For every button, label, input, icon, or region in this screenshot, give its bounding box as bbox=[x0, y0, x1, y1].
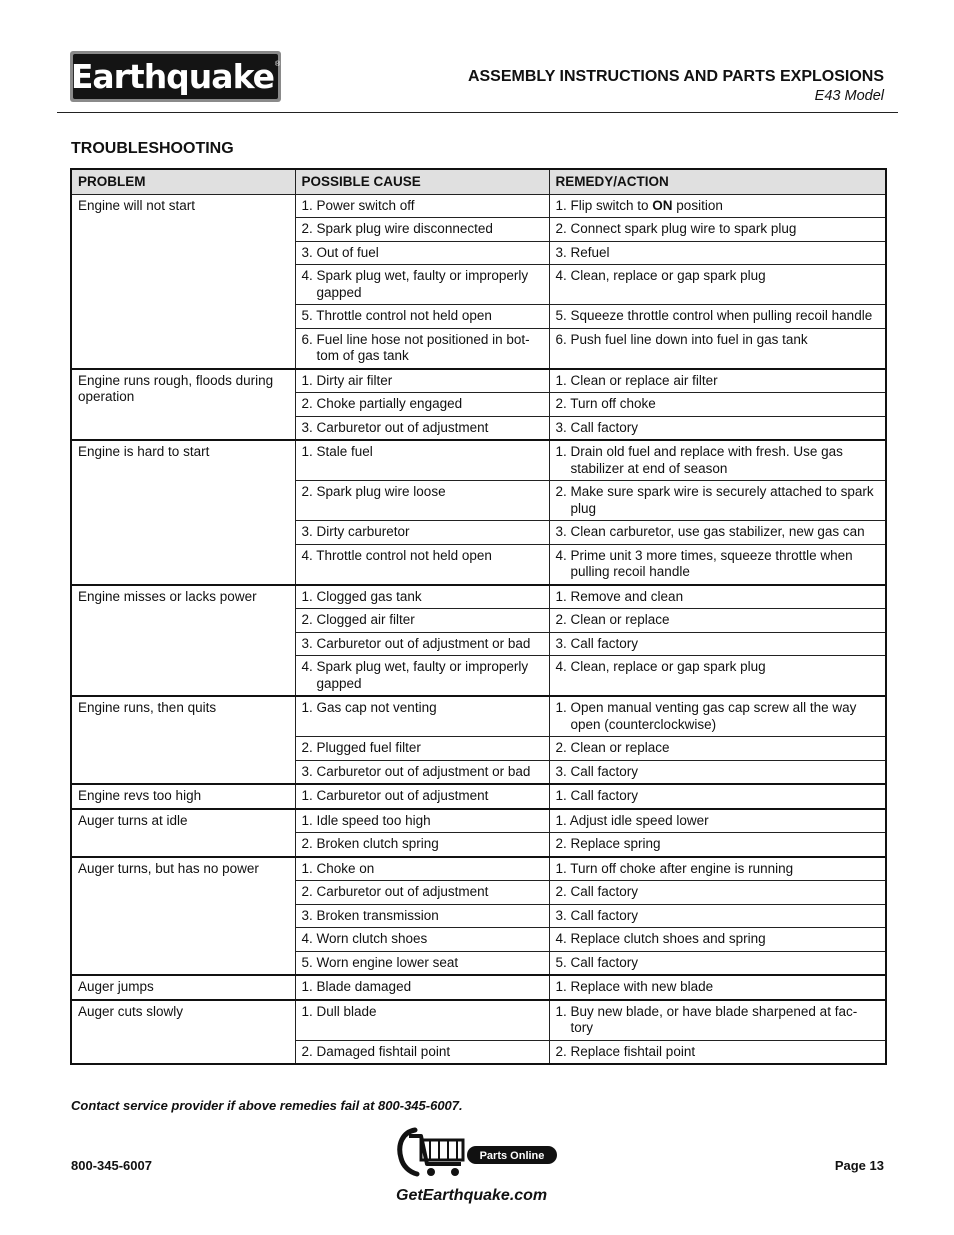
footer-phone: 800-345-6007 bbox=[71, 1158, 152, 1173]
cause-text: 2. Plugged fuel filter bbox=[301, 740, 421, 755]
remedy-text bbox=[556, 740, 880, 757]
header-divider bbox=[57, 112, 898, 113]
remedy-cell bbox=[549, 369, 886, 393]
cause-cell bbox=[295, 784, 549, 809]
table-body bbox=[71, 194, 886, 1064]
remedy-tail: position bbox=[672, 197, 723, 213]
cause-text: 1. Idle speed too high bbox=[301, 812, 431, 828]
table-row bbox=[71, 194, 886, 218]
remedy-cell bbox=[549, 521, 886, 545]
remedy-cell bbox=[549, 585, 886, 609]
table-row bbox=[71, 1000, 886, 1041]
remedy-main: 5. Squeeze throttle control when pulling recoil handle bbox=[555, 308, 873, 323]
remedy-cell bbox=[549, 833, 886, 857]
cause-cell bbox=[295, 194, 549, 218]
remedy-text bbox=[556, 884, 880, 901]
cause-text: 2. Clogged air filter bbox=[301, 612, 415, 627]
remedy-text bbox=[556, 764, 880, 781]
remedy-main: 2. Clean or replace bbox=[555, 612, 670, 627]
remedy-cell bbox=[549, 481, 886, 521]
cause-text: 2. Spark plug wire loose bbox=[301, 484, 446, 499]
cause-cell bbox=[295, 928, 549, 952]
remedy-main: 2. Make sure spark wire is securely attached to spark plug bbox=[555, 484, 874, 516]
remedy-main: 1. Clean or replace air filter bbox=[555, 372, 718, 388]
remedy-cell bbox=[549, 737, 886, 761]
remedy-cell bbox=[549, 241, 886, 265]
cause-text: 2. Carburetor out of adjustment bbox=[301, 884, 489, 899]
remedy-main: 2. Call factory bbox=[555, 884, 639, 899]
cause-text: 1. Clogged gas tank bbox=[301, 588, 422, 604]
remedy-text bbox=[556, 836, 880, 853]
remedy-main: 4. Clean, replace or gap spark plug bbox=[555, 268, 766, 283]
cause-cell bbox=[295, 440, 549, 481]
cause-cell bbox=[295, 585, 549, 609]
remedy-cell bbox=[549, 218, 886, 242]
cause-cell bbox=[295, 328, 549, 369]
cause-text: 3. Carburetor out of adjustment or bad bbox=[301, 635, 531, 651]
remedy-main: 1. Open manual venting gas cap screw all the way open (counterclockwise) bbox=[555, 700, 857, 732]
problem-cell: Engine will not start bbox=[71, 194, 295, 369]
cause-cell bbox=[295, 656, 549, 697]
remedy-text bbox=[556, 813, 880, 830]
remedy-text bbox=[556, 268, 880, 285]
remedy-cell bbox=[549, 305, 886, 329]
shopping-cart-icon bbox=[395, 1124, 565, 1180]
cause-cell bbox=[295, 1000, 549, 1041]
remedy-main: 3. Clean carburetor, use gas stabilizer, new gas can bbox=[555, 524, 865, 539]
remedy-text bbox=[556, 788, 880, 805]
problem-cell: Auger cuts slowly bbox=[71, 1000, 295, 1065]
remedy-cell bbox=[549, 265, 886, 305]
remedy-main: 1. Flip switch to bbox=[555, 197, 649, 213]
remedy-cell bbox=[549, 656, 886, 697]
remedy-main: 4. Prime unit 3 more times, squeeze throttle when pulling recoil handle bbox=[555, 547, 853, 579]
logo-wordmark: Earthquake bbox=[70, 57, 275, 96]
cause-text: 2. Broken clutch spring bbox=[301, 836, 439, 851]
cause-cell bbox=[295, 416, 549, 440]
remedy-cell bbox=[549, 194, 886, 218]
remedy-cell bbox=[549, 1040, 886, 1064]
troubleshooting-table bbox=[70, 168, 887, 1065]
cause-text: 3. Carburetor out of adjustment or bad bbox=[301, 763, 531, 779]
remedy-text bbox=[556, 612, 880, 629]
section-title: TROUBLESHOOTING bbox=[71, 140, 234, 157]
cause-text: 3. Out of fuel bbox=[301, 244, 379, 260]
problem-cell: Auger turns at idle bbox=[71, 809, 295, 857]
remedy-text bbox=[556, 979, 880, 996]
document-title: ASSEMBLY INSTRUCTIONS AND PARTS EXPLOSIONS bbox=[467, 68, 884, 85]
cause-cell bbox=[295, 696, 549, 737]
cause-cell bbox=[295, 809, 549, 833]
problem-cell: Engine revs too high bbox=[71, 784, 295, 809]
problem-cell: Engine is hard to start bbox=[71, 440, 295, 585]
remedy-cell bbox=[549, 544, 886, 585]
earthquake-logo bbox=[70, 51, 281, 102]
remedy-cell bbox=[549, 632, 886, 656]
remedy-cell bbox=[549, 416, 886, 440]
remedy-cell bbox=[549, 784, 886, 809]
problem-cell: Engine misses or lacks power bbox=[71, 585, 295, 697]
remedy-text bbox=[556, 524, 880, 541]
remedy-cell bbox=[549, 1000, 886, 1041]
cause-text: 3. Carburetor out of adjustment bbox=[301, 419, 489, 435]
contact-note: Contact service provider if above remedies fail at 800-345-6007. bbox=[71, 1098, 463, 1113]
remedy-main: 2. Replace spring bbox=[555, 836, 661, 851]
remedy-main: 2. Clean or replace bbox=[555, 740, 670, 755]
cause-cell bbox=[295, 857, 549, 881]
remedy-main: 1. Buy new blade, or have blade sharpened at fac-tory bbox=[555, 1003, 858, 1035]
cause-text: 3. Dirty carburetor bbox=[301, 524, 410, 539]
table-row bbox=[71, 784, 886, 809]
cause-cell bbox=[295, 881, 549, 905]
remedy-main: 4. Replace clutch shoes and spring bbox=[555, 931, 766, 946]
cause-text: 1. Dull blade bbox=[301, 1003, 377, 1019]
remedy-main: 1. Adjust idle speed lower bbox=[555, 812, 709, 828]
website-url[interactable]: GetEarthquake.com bbox=[396, 1187, 548, 1204]
cause-text: 4. Worn clutch shoes bbox=[301, 931, 428, 946]
remedy-text bbox=[556, 444, 880, 477]
header-possible-cause: POSSIBLE CAUSE bbox=[295, 169, 549, 194]
remedy-text bbox=[556, 700, 880, 733]
remedy-text bbox=[556, 931, 880, 948]
cause-cell bbox=[295, 737, 549, 761]
remedy-main: 6. Push fuel line down into fuel in gas tank bbox=[555, 331, 808, 347]
remedy-text bbox=[556, 484, 880, 517]
cause-cell bbox=[295, 305, 549, 329]
table-row bbox=[71, 975, 886, 1000]
remedy-cell bbox=[549, 904, 886, 928]
cause-cell bbox=[295, 609, 549, 633]
remedy-text bbox=[556, 908, 880, 925]
remedy-cell bbox=[549, 857, 886, 881]
cause-text: 1. Stale fuel bbox=[301, 444, 373, 459]
cause-cell bbox=[295, 632, 549, 656]
remedy-text bbox=[556, 1004, 880, 1037]
page-number: Page 13 bbox=[834, 1158, 884, 1173]
remedy-cell bbox=[549, 696, 886, 737]
remedy-main: 2. Turn off choke bbox=[555, 396, 656, 411]
remedy-text bbox=[556, 420, 880, 437]
remedy-main: 3. Call factory bbox=[555, 419, 639, 435]
remedy-text bbox=[556, 221, 880, 238]
remedy-text bbox=[556, 198, 880, 215]
remedy-text bbox=[556, 332, 880, 349]
remedy-main: 2. Connect spark plug wire to spark plug bbox=[555, 221, 797, 236]
remedy-cell bbox=[549, 609, 886, 633]
remedy-emphasis: ON bbox=[652, 197, 673, 213]
remedy-cell bbox=[549, 975, 886, 1000]
cause-text: 3. Broken transmission bbox=[301, 907, 439, 923]
remedy-main: 5. Call factory bbox=[555, 954, 639, 970]
remedy-main: 3. Call factory bbox=[555, 907, 639, 923]
table-row bbox=[71, 440, 886, 481]
table-header-row bbox=[71, 169, 886, 194]
remedy-text bbox=[556, 589, 880, 606]
remedy-main: 1. Remove and clean bbox=[555, 588, 684, 604]
remedy-text bbox=[556, 659, 880, 676]
header-problem: PROBLEM bbox=[71, 169, 295, 194]
header-remedy-action: REMEDY/ACTION bbox=[549, 169, 886, 194]
cause-cell bbox=[295, 481, 549, 521]
cause-cell bbox=[295, 241, 549, 265]
problem-cell: Engine runs rough, floods during operation bbox=[71, 369, 295, 441]
problem-cell: Auger turns, but has no power bbox=[71, 857, 295, 976]
cause-cell bbox=[295, 369, 549, 393]
remedy-cell bbox=[549, 809, 886, 833]
registered-mark: ® bbox=[275, 61, 281, 68]
remedy-main: 3. Call factory bbox=[555, 763, 639, 779]
remedy-text bbox=[556, 955, 880, 972]
cause-text: 4. Throttle control not held open bbox=[301, 547, 492, 563]
cause-text: 4. Spark plug wet, faulty or improperly gapped bbox=[301, 659, 529, 691]
parts-online-badge: Parts Online bbox=[479, 1150, 545, 1162]
table-row bbox=[71, 857, 886, 881]
remedy-cell bbox=[549, 393, 886, 417]
remedy-cell bbox=[549, 328, 886, 369]
remedy-cell bbox=[549, 440, 886, 481]
remedy-main: 3. Call factory bbox=[555, 635, 639, 651]
remedy-main: 3. Refuel bbox=[555, 244, 610, 260]
cause-text: 1. Choke on bbox=[301, 860, 375, 876]
cause-text: 1. Power switch off bbox=[301, 197, 415, 213]
remedy-text bbox=[556, 245, 880, 262]
cause-cell bbox=[295, 218, 549, 242]
cause-text: 1. Blade damaged bbox=[301, 979, 412, 994]
cause-text: 5. Worn engine lower seat bbox=[301, 954, 459, 970]
remedy-cell bbox=[549, 760, 886, 784]
table-row bbox=[71, 585, 886, 609]
problem-cell: Auger jumps bbox=[71, 975, 295, 1000]
cause-cell bbox=[295, 904, 549, 928]
cause-text: 1. Gas cap not venting bbox=[301, 700, 437, 715]
remedy-cell bbox=[549, 951, 886, 975]
cause-text: 1. Dirty air filter bbox=[301, 372, 393, 388]
cause-cell bbox=[295, 521, 549, 545]
remedy-main: 1. Drain old fuel and replace with fresh. Use gas stabilizer at end of season bbox=[555, 444, 843, 476]
table-row bbox=[71, 809, 886, 833]
problem-cell: Engine runs, then quits bbox=[71, 696, 295, 784]
cause-text: 6. Fuel line hose not positioned in bot-tom of gas tank bbox=[301, 331, 530, 363]
cause-cell bbox=[295, 393, 549, 417]
remedy-text bbox=[556, 636, 880, 653]
remedy-text bbox=[556, 548, 880, 581]
cause-cell bbox=[295, 265, 549, 305]
cause-text: 2. Spark plug wire disconnected bbox=[301, 221, 493, 236]
table-row bbox=[71, 696, 886, 737]
cause-cell bbox=[295, 1040, 549, 1064]
remedy-main: 1. Call factory bbox=[555, 788, 639, 803]
remedy-text bbox=[556, 373, 880, 390]
remedy-cell bbox=[549, 928, 886, 952]
remedy-main: 2. Replace fishtail point bbox=[555, 1043, 696, 1059]
cause-text: 4. Spark plug wet, faulty or improperly gapped bbox=[301, 268, 529, 300]
remedy-main: 1. Replace with new blade bbox=[555, 979, 714, 994]
remedy-text bbox=[556, 1044, 880, 1061]
remedy-text bbox=[556, 861, 880, 878]
model-label: E43 Model bbox=[814, 88, 884, 104]
table-row bbox=[71, 369, 886, 393]
remedy-text bbox=[556, 396, 880, 413]
remedy-main: 4. Clean, replace or gap spark plug bbox=[555, 659, 766, 674]
cause-text: 5. Throttle control not held open bbox=[301, 308, 492, 323]
cause-cell bbox=[295, 544, 549, 585]
cause-cell bbox=[295, 975, 549, 1000]
cause-text: 2. Choke partially engaged bbox=[301, 396, 463, 411]
cause-text: 2. Damaged fishtail point bbox=[301, 1043, 451, 1059]
remedy-text bbox=[556, 308, 880, 325]
remedy-cell bbox=[549, 881, 886, 905]
cause-cell bbox=[295, 833, 549, 857]
remedy-main: 1. Turn off choke after engine is running bbox=[555, 860, 794, 876]
cause-cell bbox=[295, 760, 549, 784]
cause-text: 1. Carburetor out of adjustment bbox=[301, 788, 489, 803]
cause-cell bbox=[295, 951, 549, 975]
